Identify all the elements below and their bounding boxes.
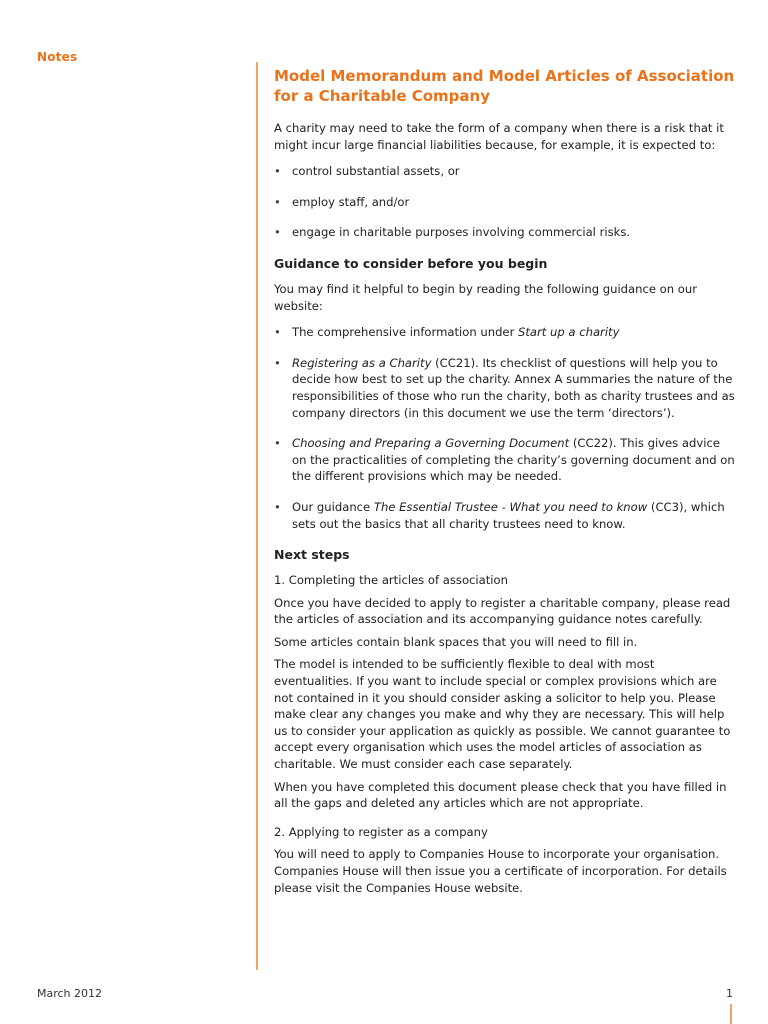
list-item xyxy=(274,324,736,341)
document-body xyxy=(274,66,736,902)
guidance-link-cc22[interactable]: Choosing and Preparing a Governing Document xyxy=(292,436,570,451)
list-item: • engage in charitable purposes involving commercial risks. xyxy=(274,224,736,241)
guidance-link-cc3[interactable]: The Essential Trustee - What you need to know xyxy=(373,499,648,514)
list-item xyxy=(274,499,736,532)
item-text: The comprehensive information under xyxy=(292,325,519,340)
list-item: • control substantial assets, or xyxy=(274,163,736,180)
item-text: (CC21). Its checklist of questions will help you to decide how best to set up the charity. Annex A summaries the nature of the responsibilities of those who run the charity, both as charity trustees and as company directors (in this document we use the term ‘directors’). xyxy=(292,355,735,420)
page-number-rule xyxy=(730,1004,732,1024)
guidance-link-start-up[interactable]: Start up a charity xyxy=(518,325,620,340)
list-item xyxy=(274,355,736,421)
document-title: Model Memorandum and Model Articles of Association for a Charitable Company xyxy=(274,67,735,105)
item-text: (CC22). This gives advice on the practicalities of completing the charity’s governing document and on the different provisions which may be needed. xyxy=(292,436,735,484)
step1-paragraph: Once you have decided to apply to register a charitable company, please read the articles of association and its accompanying guidance notes carefully. xyxy=(274,595,731,627)
step1-paragraph: When you have completed this document please check that you have filled in all the gaps and deleted any articles which are not appropriate. xyxy=(274,779,727,811)
step1-title: 1. Completing the articles of association xyxy=(274,573,508,588)
guidance-heading: Guidance to consider before you begin xyxy=(274,255,548,271)
page-number: 1 xyxy=(726,987,733,1000)
notes-label: Notes xyxy=(37,50,78,64)
step2-title: 2. Applying to register as a company xyxy=(274,824,488,839)
margin-rule xyxy=(256,62,258,970)
footer-date: March 2012 xyxy=(37,987,103,1000)
guidance-bullet-list xyxy=(274,324,736,532)
step1-paragraph: Some articles contain blank spaces that you will need to fill in. xyxy=(274,634,638,649)
guidance-intro: You may find it helpful to begin by reading the following guidance on our website: xyxy=(274,281,698,313)
guidance-link-cc21[interactable]: Registering as a Charity xyxy=(292,355,432,370)
next-steps-heading: Next steps xyxy=(274,547,350,563)
step2-paragraph: You will need to apply to Companies House to incorporate your organisation. Companies House will then issue you a certificate of incorporation. For details please visit the Companies House website. xyxy=(274,847,727,895)
intro-bullet-list xyxy=(274,163,736,241)
list-item: • employ staff, and/or xyxy=(274,194,736,211)
list-item xyxy=(274,435,736,485)
item-text: (CC3), which sets out the basics that all charity trustees need to know. xyxy=(292,499,725,531)
intro-paragraph: A charity may need to take the form of a company when there is a risk that it might incur large financial liabilities because, for example, it is expected to: xyxy=(274,121,724,152)
step1-paragraph: The model is intended to be sufficiently flexible to deal with most eventualities. If you want to include special or complex provisions which are not contained in it you should consider asking a solicitor to help you. Please make clear any changes you make and why they are necessary. This will help us to consider your application as quickly as possible. We cannot guarantee to accept every organisation which uses the model articles of association as charitable. We must consider each case separately. xyxy=(274,657,731,772)
item-text: Our guidance xyxy=(292,499,374,514)
